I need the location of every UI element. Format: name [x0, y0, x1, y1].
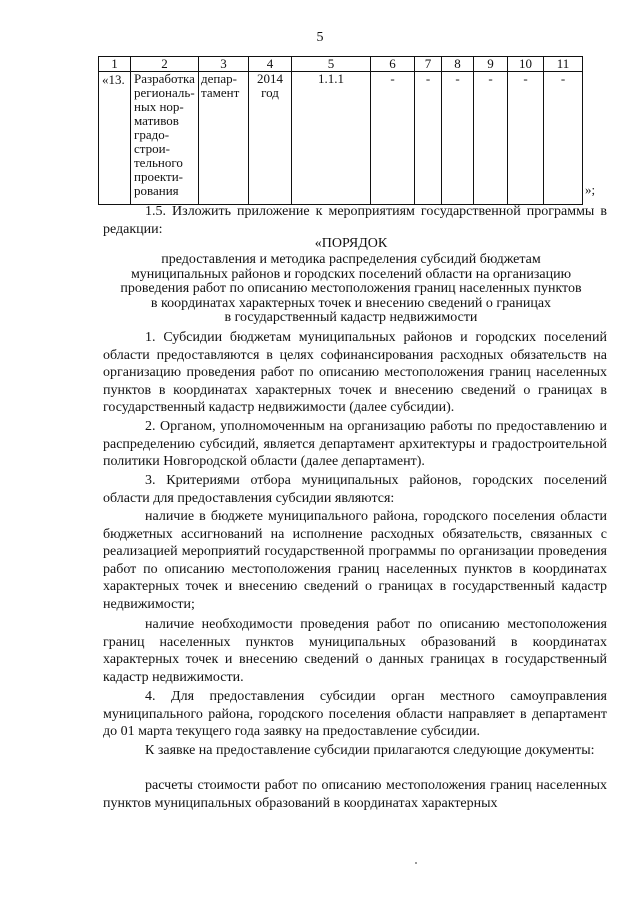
activity-name-line: строи-	[134, 141, 170, 156]
subtitle-line: проведения работ по описанию местоположения границ населенных пунктов	[120, 281, 582, 296]
value-cell: -	[371, 72, 415, 205]
page-number: 5	[316, 30, 324, 45]
column-header: 4	[249, 57, 292, 72]
column-header: 2	[131, 57, 199, 72]
activity-name-line: региональ-	[134, 85, 195, 100]
activity-name-line: тельного	[134, 155, 183, 170]
year-cell	[249, 72, 292, 205]
table-row	[99, 72, 583, 205]
executor-cell	[199, 72, 249, 205]
activity-name-line: рования	[134, 183, 179, 198]
executor-line: депар-	[201, 71, 237, 86]
value-cell: -	[415, 72, 442, 205]
column-header: 1	[99, 57, 131, 72]
column-header: 8	[442, 57, 474, 72]
paragraph-2: 2. Органом, уполномоченным на организацию работы по предоставлению и распределению субсидий, является департамент архитектуры и градостроительной политики Новгородской области (далее департамент).	[103, 419, 607, 469]
activity-name-cell	[131, 72, 199, 205]
activities-table	[98, 56, 583, 205]
document-subtitle	[95, 253, 607, 326]
table-header-row	[99, 57, 583, 72]
row-closing-quote: »;	[585, 182, 596, 197]
column-header: 11	[544, 57, 583, 72]
paragraph-4: 4. Для предоставления субсидии орган местного самоуправления муниципального района, городского поселения области направляет в департамент до 01 марта текущего года заявку на предоставление субсидии.	[103, 689, 607, 739]
year-line: 2014	[257, 71, 283, 86]
column-header: 9	[474, 57, 508, 72]
column-header: 3	[199, 57, 249, 72]
column-header: 10	[508, 57, 544, 72]
paragraph-1-5: 1.5. Изложить приложение к мероприятиям государственной программы в редакции:	[103, 204, 607, 237]
code-cell: 1.1.1	[292, 72, 371, 205]
value-cell: -	[508, 72, 544, 205]
paragraph-3-criterion-2: наличие необходимости проведения работ по описанию местоположения границ населенных пунктов муниципальных образований в координатах характерных точек и внесению сведений о данных границах в государственный кадастр недвижимости.	[103, 617, 607, 685]
activity-name-line: проекти-	[134, 169, 183, 184]
row-number-cell	[99, 72, 131, 205]
activity-name-line: Разработка	[134, 71, 195, 86]
scan-speck	[415, 862, 417, 864]
column-header: 6	[371, 57, 415, 72]
subtitle-line: в государственный кадастр недвижимости	[224, 310, 478, 325]
activity-name-line: ных нор-	[134, 99, 184, 114]
row-number-label: «13.	[102, 72, 125, 87]
document-title: «ПОРЯДОК	[314, 236, 388, 251]
paragraph-1: 1. Субсидии бюджетам муниципальных районов и городских поселений области предоставляются в целях софинансирования расходных обязательств на организацию проведения работ по описанию местоположения границ населенных пунктов в координатах характерных точек и внесению сведений о границах в государственный кадастр недвижимости (далее субсидии).	[103, 330, 607, 415]
subtitle-line: предоставления и методика распределения субсидий бюджетам	[161, 252, 541, 267]
column-header: 7	[415, 57, 442, 72]
activity-name-line: градо-	[134, 127, 170, 142]
value-cell: -	[544, 72, 583, 205]
column-header: 5	[292, 57, 371, 72]
paragraph-3: 3. Критериями отбора муниципальных районов, городских поселений области для предоставления субсидии являются:	[103, 473, 607, 506]
paragraph-5: К заявке на предоставление субсидии прилагаются следующие документы:	[145, 743, 595, 758]
subtitle-line: муниципальных районов и городских поселений области на организацию	[130, 266, 572, 282]
paragraph-3-criterion-1: наличие в бюджете муниципального района, городского поселения области бюджетных ассигнований на исполнение расходных обязательств, связанных с реализацией мероприятий государственной программы по организации проведения работ по описанию местоположения границ населенных пунктов в координатах характерных точек и внесению сведений о границах в государственный кадастр недвижимости;	[103, 509, 607, 612]
year-line: год	[261, 85, 279, 100]
value-cell: -	[442, 72, 474, 205]
executor-line: тамент	[201, 85, 240, 100]
paragraph-6: расчеты стоимости работ по описанию местоположения границ населенных пунктов муниципальных образований в координатах характерных	[103, 778, 607, 811]
activity-name-line: мативов	[134, 113, 179, 128]
subtitle-line: в координатах характерных точек и внесению сведений о границах	[150, 295, 552, 311]
value-cell: -	[474, 72, 508, 205]
